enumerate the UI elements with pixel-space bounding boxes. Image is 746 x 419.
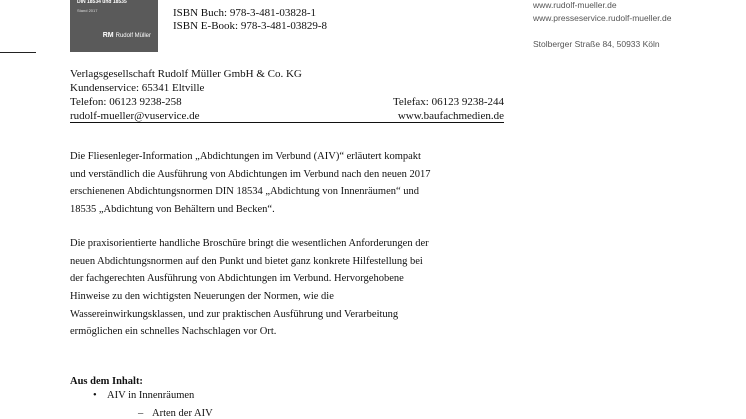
cover-publisher-logo	[103, 32, 151, 39]
divider-line	[0, 52, 36, 53]
publisher-links-row	[70, 110, 504, 123]
description-paragraph-1	[70, 148, 510, 219]
contents-list-item	[93, 390, 194, 401]
cover-title: DIN 18534 und 18535	[77, 0, 127, 5]
paragraph-line: neuen Abdichtungsnormen auf den Punkt und bietet ganz konkrete Hilfestellung bei	[70, 255, 423, 267]
publisher-email-link[interactable]: rudolf-mueller@vuservice.de	[70, 110, 200, 122]
isbn-ebook: ISBN E-Book: 978-3-481-03829-8	[173, 20, 327, 32]
publisher-web-link[interactable]: www.baufachmedien.de	[397, 110, 504, 122]
publisher-name: Verlagsgesellschaft Rudolf Müller GmbH & Co. KG	[70, 68, 302, 80]
paragraph-line: erschienenen Abdichtungsnormen DIN 18534 „Abdichtung von Innenräumen“ und	[70, 186, 420, 198]
paragraph-line: Hinweise zu den wichtigsten Neuerungen der Normen, wie die	[70, 291, 334, 303]
publisher-fax: Telefax: 06123 9238-244	[392, 96, 504, 108]
cover-logo-text: Rudolf Müller	[115, 33, 151, 39]
paragraph-line: Die Fliesenleger-Information „Abdichtungen im Verbund (AIV)“ erläutert kompakt	[70, 151, 421, 162]
paragraph-line: Die praxisorientierte handliche Broschüre bringt die wesentlichen Anforderungen der	[70, 238, 429, 249]
publisher-phone: Telefon: 06123 9238-258	[70, 96, 182, 108]
description-paragraph-2	[70, 235, 510, 341]
contents-item-label: AIV in Innenräumen	[107, 390, 195, 401]
sidebar-press-link[interactable]: www.presseservice.rudolf-mueller.de	[533, 13, 672, 23]
dash-icon: –	[138, 408, 144, 419]
paragraph-line: ermöglichen ein schnelles Nachschlagen vor Ort.	[70, 326, 277, 338]
cover-logo-mark: RM	[102, 32, 114, 39]
bullet-icon: •	[93, 390, 97, 401]
paragraph-line: und verständlich die Ausführung von Abdichtungen im Verbund nach den neuen 2017	[70, 168, 431, 180]
paragraph-line: Wassereinwirkungsklassen, und zur praktischen Ausführung und Verarbeitung	[70, 308, 399, 320]
sidebar-website-link[interactable]: www.rudolf-mueller.de	[533, 0, 617, 10]
paragraph-line: der fachgerechten Ausführung von Abdichtungen im Verbund. Hervorgehobene	[70, 273, 404, 285]
publisher-service: Kundenservice: 65341 Eltville	[70, 82, 205, 94]
cover-edition: Stand 2017	[77, 8, 98, 13]
contents-subitem-label: Arten der AIV	[152, 408, 213, 419]
paragraph-line: 18535 „Abdichtung von Behältern und Becken“.	[70, 204, 275, 216]
sidebar-address: Stolberger Straße 84, 50933 Köln	[533, 39, 660, 49]
contents-heading: Aus dem Inhalt:	[70, 376, 143, 387]
contents-sub-item	[138, 408, 213, 419]
isbn-book: ISBN Buch: 978-3-481-03828-1	[173, 7, 316, 19]
book-cover-image	[70, 0, 158, 52]
